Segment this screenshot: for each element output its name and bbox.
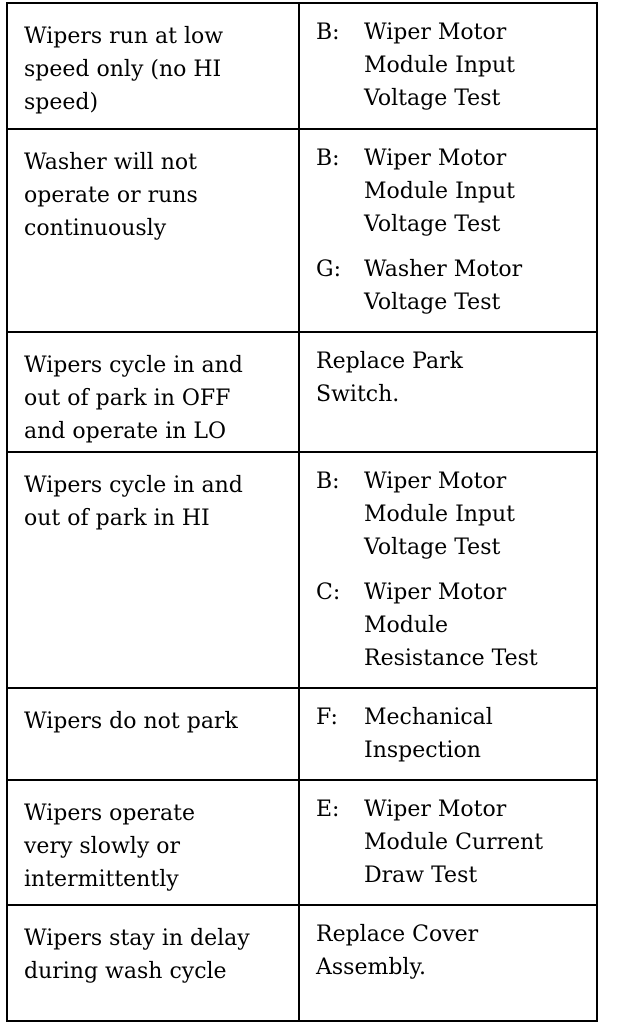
action-list [300, 689, 596, 767]
action-text: Wiper Motor Module Current Draw Test [364, 797, 544, 888]
table-row [7, 129, 597, 332]
action-text: Wiper Motor Module Input Voltage Test [364, 146, 516, 237]
action-cell [299, 688, 597, 780]
symptom-text: Wipers operate very slowly or intermittently [24, 801, 196, 892]
action-entry [316, 16, 588, 115]
action-entry [316, 253, 588, 319]
action-text: Replace Cover Assembly. [316, 922, 479, 980]
action-text: Wiper Motor Module Resistance Test [364, 580, 538, 671]
symptom-text: Wipers cycle in and out of park in OFF and operate in LO [24, 353, 243, 444]
action-code: E: [316, 797, 340, 822]
action-entry [316, 793, 588, 892]
action-cell [299, 452, 597, 688]
action-code: G: [316, 257, 341, 282]
action-entry [316, 142, 588, 241]
symptom-text: Wipers cycle in and out of park in HI [24, 473, 243, 531]
symptom-cell [7, 905, 299, 1021]
action-code: B: [316, 20, 340, 45]
action-text: Wiper Motor Module Input Voltage Test [364, 469, 516, 560]
action-list [300, 781, 596, 892]
symptom-text: Washer will not operate or runs continuously [24, 150, 198, 241]
symptom-text: Wipers do not park [24, 709, 238, 734]
symptom-text: Wipers run at low speed only (no HI speed) [24, 24, 224, 115]
table-row [7, 452, 597, 688]
action-code: C: [316, 580, 341, 605]
action-cell [299, 129, 597, 332]
table-row [7, 905, 597, 1021]
action-text: Replace Park Switch. [316, 349, 463, 407]
action-cell [299, 780, 597, 905]
action-list [300, 4, 596, 115]
action-entry [316, 701, 588, 767]
table-body [7, 3, 597, 1021]
action-entry [316, 918, 588, 984]
action-cell [299, 905, 597, 1021]
action-text: Wiper Motor Module Input Voltage Test [364, 20, 516, 111]
action-list [300, 906, 596, 984]
symptom-cell [7, 3, 299, 129]
action-list [300, 333, 596, 411]
action-code: B: [316, 146, 340, 171]
table-row [7, 332, 597, 452]
action-code: B: [316, 469, 340, 494]
symptom-cell [7, 129, 299, 332]
action-entry [316, 465, 588, 564]
action-text: Washer Motor Voltage Test [364, 257, 523, 315]
symptom-cell [7, 688, 299, 780]
symptom-cell [7, 332, 299, 452]
symptom-cell [7, 780, 299, 905]
action-text: Mechanical Inspection [364, 705, 493, 763]
action-entry [316, 576, 588, 675]
diagnosis-table [6, 2, 598, 1022]
action-entry [316, 345, 588, 411]
symptom-text: Wipers stay in delay during wash cycle [24, 926, 250, 984]
action-list [300, 453, 596, 675]
table-row [7, 688, 597, 780]
action-cell [299, 332, 597, 452]
action-list [300, 130, 596, 319]
table-row [7, 780, 597, 905]
action-code: F: [316, 705, 338, 730]
symptom-cell [7, 452, 299, 688]
table-row [7, 3, 597, 129]
action-cell [299, 3, 597, 129]
